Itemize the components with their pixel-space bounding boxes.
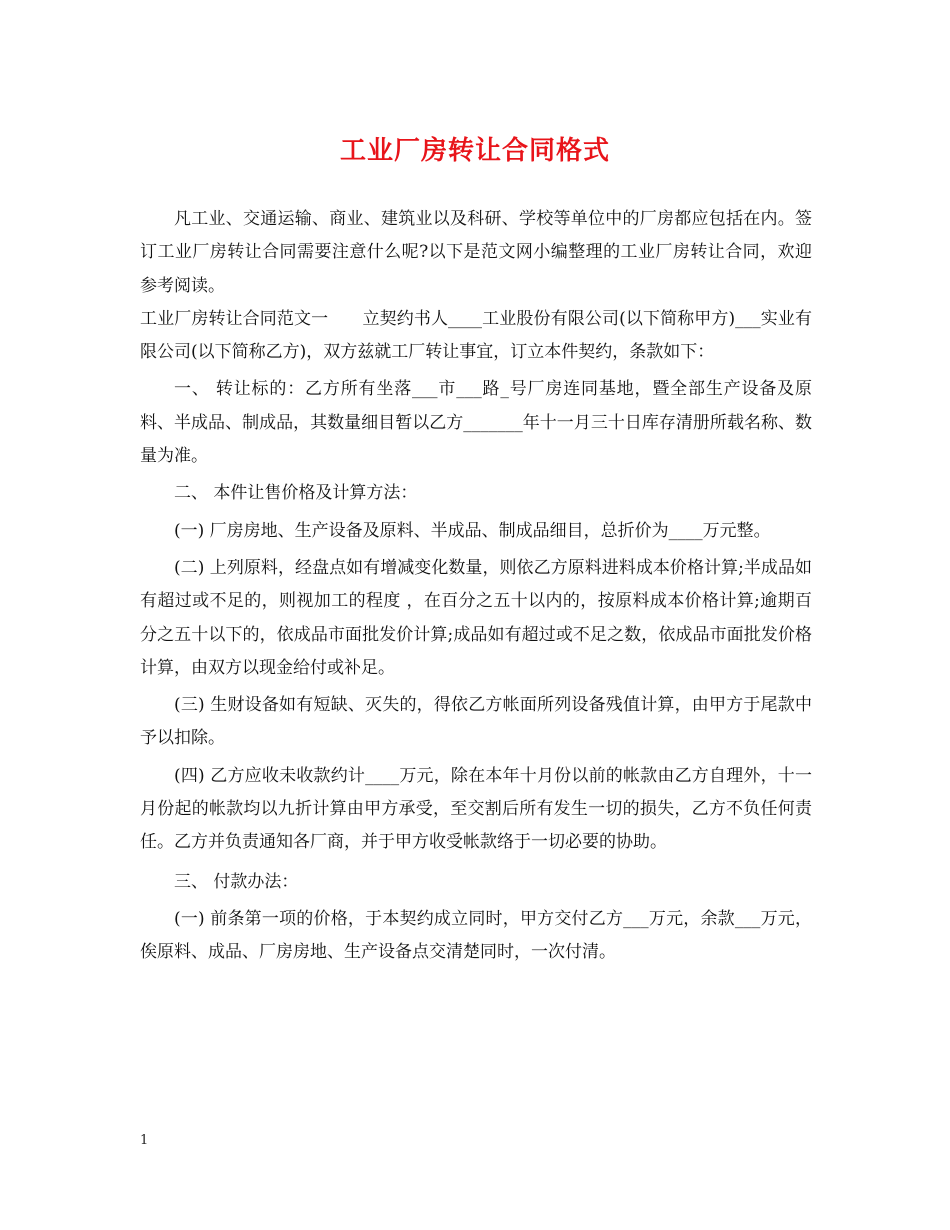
clause-1-transfer-subject: 一、 转让标的：乙方所有坐落___市___路_号厂房连同基地，暨全部生产设备及原料、半成品、制成品，其数量细目暂以乙方_______年十一月三十日库存清册所载名称、数量为准。 — [140, 379, 812, 467]
clause-2-item-1: (一) 厂房房地、生产设备及原料、半成品、制成品细目，总折价为____万元整。 — [174, 520, 771, 541]
clause-2-item-2: (二) 上列原料，经盘点如有增减变化数量，则依乙方原料进料成本价格计算;半成品如有超过或不足的，则视加工的程度 ，在百分之五十以内的，按原料成本价格计算;逾期百分之五十以下的，依成品市面批发价计算;成品如有超过或不足之数，依成品市面批发价格计算，由双方以现金给付或补足。 — [140, 557, 812, 678]
clause-2-item-3: (三) 生财设备如有短缺、灭失的，得依乙方帐面所列设备残值计算，由甲方于尾款中予以扣除。 — [140, 695, 812, 749]
document-body — [140, 203, 812, 970]
page-number: 1 — [140, 1133, 149, 1148]
document-title: 工业厂房转让合同格式 — [339, 136, 610, 166]
clause-2-item-4: (四) 乙方应收未收款约计____万元，除在本年十月份以前的帐款由乙方自理外，十一月份起的帐款均以九折计算由甲方承受，至交割后所有发生一切的损失，乙方不负任何责任。乙方并负责通知各厂商，并于甲方收受帐款络于一切必要的协助。 — [140, 765, 812, 853]
clause-2-price-heading: 二、 本件让售价格及计算方法： — [174, 483, 418, 504]
intro-paragraph: 凡工业、交通运输、商业、建筑业以及科研、学校等单位中的厂房都应包括在内。签订工业厂房转让合同需要注意什么呢?以下是范文网小编整理的工业厂房转让合同，欢迎参考阅读。 — [140, 209, 812, 296]
clause-3-payment-heading: 三、 付款办法： — [174, 871, 299, 892]
clause-3-item-1: (一) 前条第一项的价格，于本契约成立同时，甲方交付乙方___万元，余款___万元，俟原料、成品、厂房房地、生产设备点交清楚同时，一次付清。 — [140, 908, 812, 963]
contract-preamble: 工业厂房转让合同范文一 立契约书人____工业股份有限公司(以下简称甲方)___实业有限公司(以下简称乙方)，双方兹就工厂转让事宜，订立本件契约，条款如下： — [140, 308, 812, 363]
